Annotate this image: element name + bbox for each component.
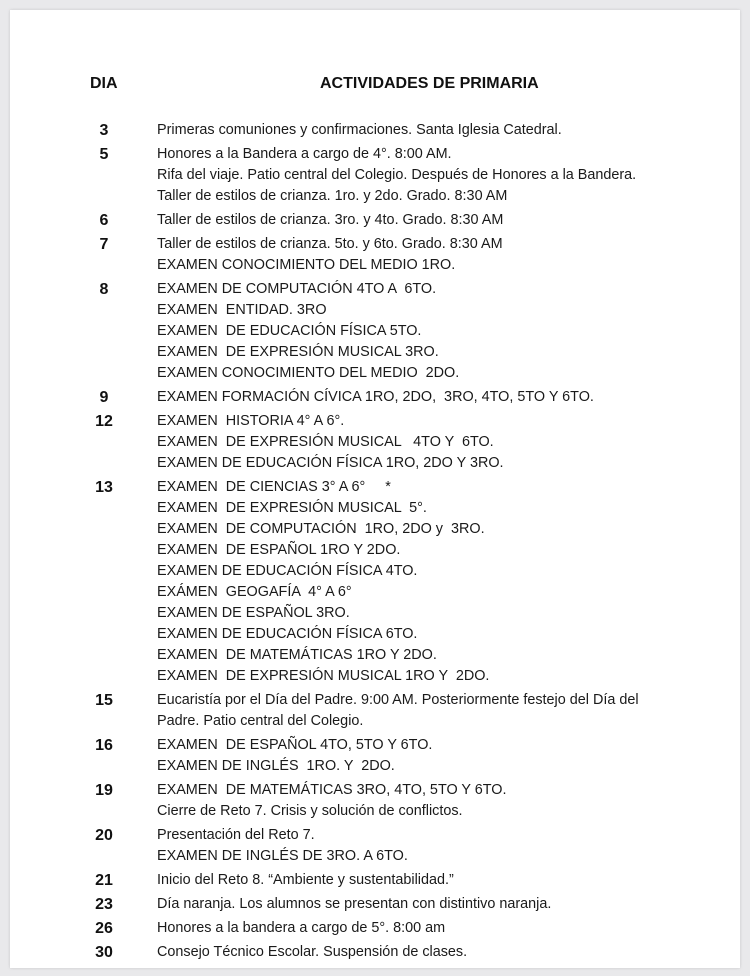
activity-lines [157, 120, 740, 141]
activity-lines [157, 870, 740, 891]
activity-text: EXÁMEN GEOGAFÍA 4° A 6° [157, 584, 352, 600]
activity-text: Honores a la Bandera a cargo de 4°. 8:00 AM. [157, 146, 452, 162]
activity-text: EXAMEN DE INGLÉS 1RO. Y 2DO. [157, 758, 395, 774]
activity-text: Honores a la bandera a cargo de 5°. 8:00 am [157, 920, 446, 936]
activity-text: EXAMEN DE ESPAÑOL 3RO. [157, 605, 350, 621]
activity-text: EXAMEN DE EDUCACIÓN FÍSICA 6TO. [157, 626, 418, 642]
document-page [10, 10, 740, 968]
activity-text: EXAMEN DE MATEMÁTICAS 1RO Y 2DO. [157, 647, 437, 663]
activity-text: EXAMEN DE CIENCIAS 3° A 6° * [157, 479, 391, 495]
activity-text: EXAMEN DE COMPUTACIÓN 1RO, 2DO y 3RO. [157, 521, 485, 537]
activity-lines [157, 780, 740, 822]
activity-text: EXAMEN HISTORIA 4° A 6°. [157, 413, 345, 429]
day-number: 8 [99, 281, 109, 298]
activity-text: Eucaristía por el Día del Padre. 9:00 AM. Posteriormente festejo del Día del [157, 692, 639, 708]
day-number: 12 [95, 413, 113, 430]
day-number: 21 [95, 872, 113, 889]
activity-row [10, 411, 740, 474]
activity-text: Taller de estilos de crianza. 5to. y 6to. Grado. 8:30 AM [157, 236, 503, 252]
day-number: 6 [99, 212, 109, 229]
activity-row [10, 477, 740, 687]
activities-list [10, 120, 740, 963]
activity-lines [157, 144, 740, 207]
activity-text: EXAMEN DE MATEMÁTICAS 3RO, 4TO, 5TO Y 6TO. [157, 782, 507, 798]
day-number: 3 [99, 122, 109, 139]
activity-text: Consejo Técnico Escolar. Suspensión de clases. [157, 944, 468, 960]
activity-text: EXAMEN DE EDUCACIÓN FÍSICA 5TO. [157, 323, 422, 339]
activity-row [10, 942, 740, 963]
activity-row [10, 234, 740, 276]
day-number: 20 [95, 827, 113, 844]
activity-lines [157, 387, 740, 408]
activity-row [10, 387, 740, 408]
activity-text: Taller de estilos de crianza. 1ro. y 2do. Grado. 8:30 AM [157, 188, 508, 204]
activity-lines [157, 918, 740, 939]
activity-text: EXAMEN DE EXPRESIÓN MUSICAL 5°. [157, 500, 427, 516]
activity-text: EXAMEN ENTIDAD. 3RO [157, 302, 327, 318]
activity-row [10, 210, 740, 231]
activity-text: EXAMEN FORMACIÓN CÍVICA 1RO, 2DO, 3RO, 4TO, 5TO Y 6TO. [157, 389, 594, 405]
activity-lines [157, 942, 740, 963]
activity-text: Inicio del Reto 8. “Ambiente y sustentabilidad.” [157, 872, 454, 888]
activity-text: EXAMEN DE ESPAÑOL 1RO Y 2DO. [157, 542, 401, 558]
day-number: 9 [99, 389, 109, 406]
activity-lines [157, 234, 740, 276]
activity-text: EXAMEN DE EXPRESIÓN MUSICAL 3RO. [157, 344, 439, 360]
activity-row [10, 894, 740, 915]
activity-lines [157, 894, 740, 915]
activity-row [10, 918, 740, 939]
activity-text: EXAMEN DE EXPRESIÓN MUSICAL 1RO Y 2DO. [157, 668, 490, 684]
day-number: 23 [95, 896, 113, 913]
activity-row [10, 690, 740, 732]
activity-text: EXAMEN CONOCIMIENTO DEL MEDIO 1RO. [157, 257, 456, 273]
activity-row [10, 120, 740, 141]
day-number: 16 [95, 737, 113, 754]
day-number: 26 [95, 920, 113, 937]
activity-lines [157, 825, 740, 867]
day-number: 19 [95, 782, 113, 799]
activity-row [10, 870, 740, 891]
activity-text: EXAMEN DE EDUCACIÓN FÍSICA 4TO. [157, 563, 418, 579]
day-number: 5 [99, 146, 109, 163]
activity-text: Cierre de Reto 7. Crisis y solución de conflictos. [157, 803, 463, 819]
activity-text: Presentación del Reto 7. [157, 827, 315, 843]
activity-row [10, 144, 740, 207]
activity-text: Padre. Patio central del Colegio. [157, 713, 364, 729]
activity-lines [157, 279, 740, 384]
day-number: 13 [95, 479, 113, 496]
activity-text: EXAMEN DE ESPAÑOL 4TO, 5TO Y 6TO. [157, 737, 433, 753]
activity-text: EXAMEN DE EXPRESIÓN MUSICAL 4TO Y 6TO. [157, 434, 494, 450]
day-number: 30 [95, 944, 113, 961]
activity-lines [157, 411, 740, 474]
activity-text: Primeras comuniones y confirmaciones. Santa Iglesia Catedral. [157, 122, 562, 138]
day-number: 7 [99, 236, 109, 253]
activity-lines [157, 210, 740, 231]
activity-text: EXAMEN DE INGLÉS DE 3RO. A 6TO. [157, 848, 408, 864]
activity-text: EXAMEN CONOCIMIENTO DEL MEDIO 2DO. [157, 365, 460, 381]
activity-text: EXAMEN DE EDUCACIÓN FÍSICA 1RO, 2DO Y 3RO. [157, 455, 504, 471]
activity-row [10, 825, 740, 867]
activities-column-header: ACTIVIDADES DE PRIMARIA [320, 75, 539, 92]
activity-lines [157, 690, 740, 732]
activity-text: Taller de estilos de crianza. 3ro. y 4to. Grado. 8:30 AM [157, 212, 504, 228]
activity-row [10, 735, 740, 777]
day-column-header: DIA [90, 75, 118, 92]
activity-text: Rifa del viaje. Patio central del Colegio. Después de Honores a la Bandera. [157, 167, 637, 183]
activity-row [10, 279, 740, 384]
activity-lines [157, 477, 740, 687]
activity-lines [157, 735, 740, 777]
activity-text: Día naranja. Los alumnos se presentan con distintivo naranja. [157, 896, 552, 912]
activity-row [10, 780, 740, 822]
activity-text: EXAMEN DE COMPUTACIÓN 4TO A 6TO. [157, 281, 437, 297]
day-number: 15 [95, 692, 113, 709]
